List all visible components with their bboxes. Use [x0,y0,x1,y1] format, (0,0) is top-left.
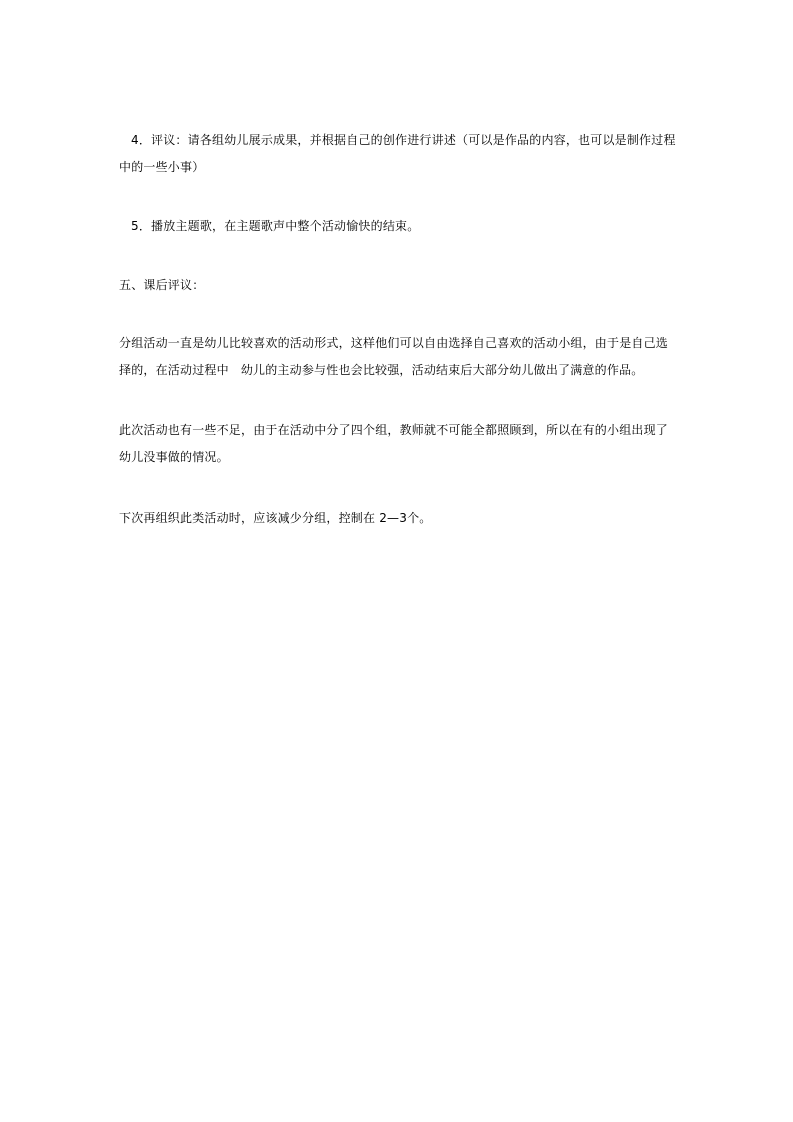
paragraph-item-5: 5．播放主题歌，在主题歌声中整个活动愉快的结束。 [131,219,420,233]
paragraph-review-1-part-a: 分组活动一直是幼儿比较喜欢的活动形式，这样他们可以自由选择自己喜欢的活动小组，由于是自己选择的，在活动过程中 [119,336,669,377]
paragraph-review-2: 此次活动也有一些不足，由于在活动中分了四个组，教师就不可能全都照顾到，所以在有的小组出现了幼儿没事做的情况。 [119,423,669,464]
paragraph-review-1-part-b: 幼儿的主动参与性也会比较强，活动结束后大部分幼儿做出了满意的作品。 [240,363,644,377]
paragraph-review-3: 下次再组织此类活动时，应该减少分组，控制在 2—3个。 [119,511,432,525]
section-heading-review: 五、课后评议： [119,278,205,292]
paragraph-review-1 [119,330,679,384]
paragraph-item-4: 4．评议：请各组幼儿展示成果，并根据自己的创作进行讲述（可以是作品的内容，也可以是制作过程中的一些小事） [119,133,676,174]
